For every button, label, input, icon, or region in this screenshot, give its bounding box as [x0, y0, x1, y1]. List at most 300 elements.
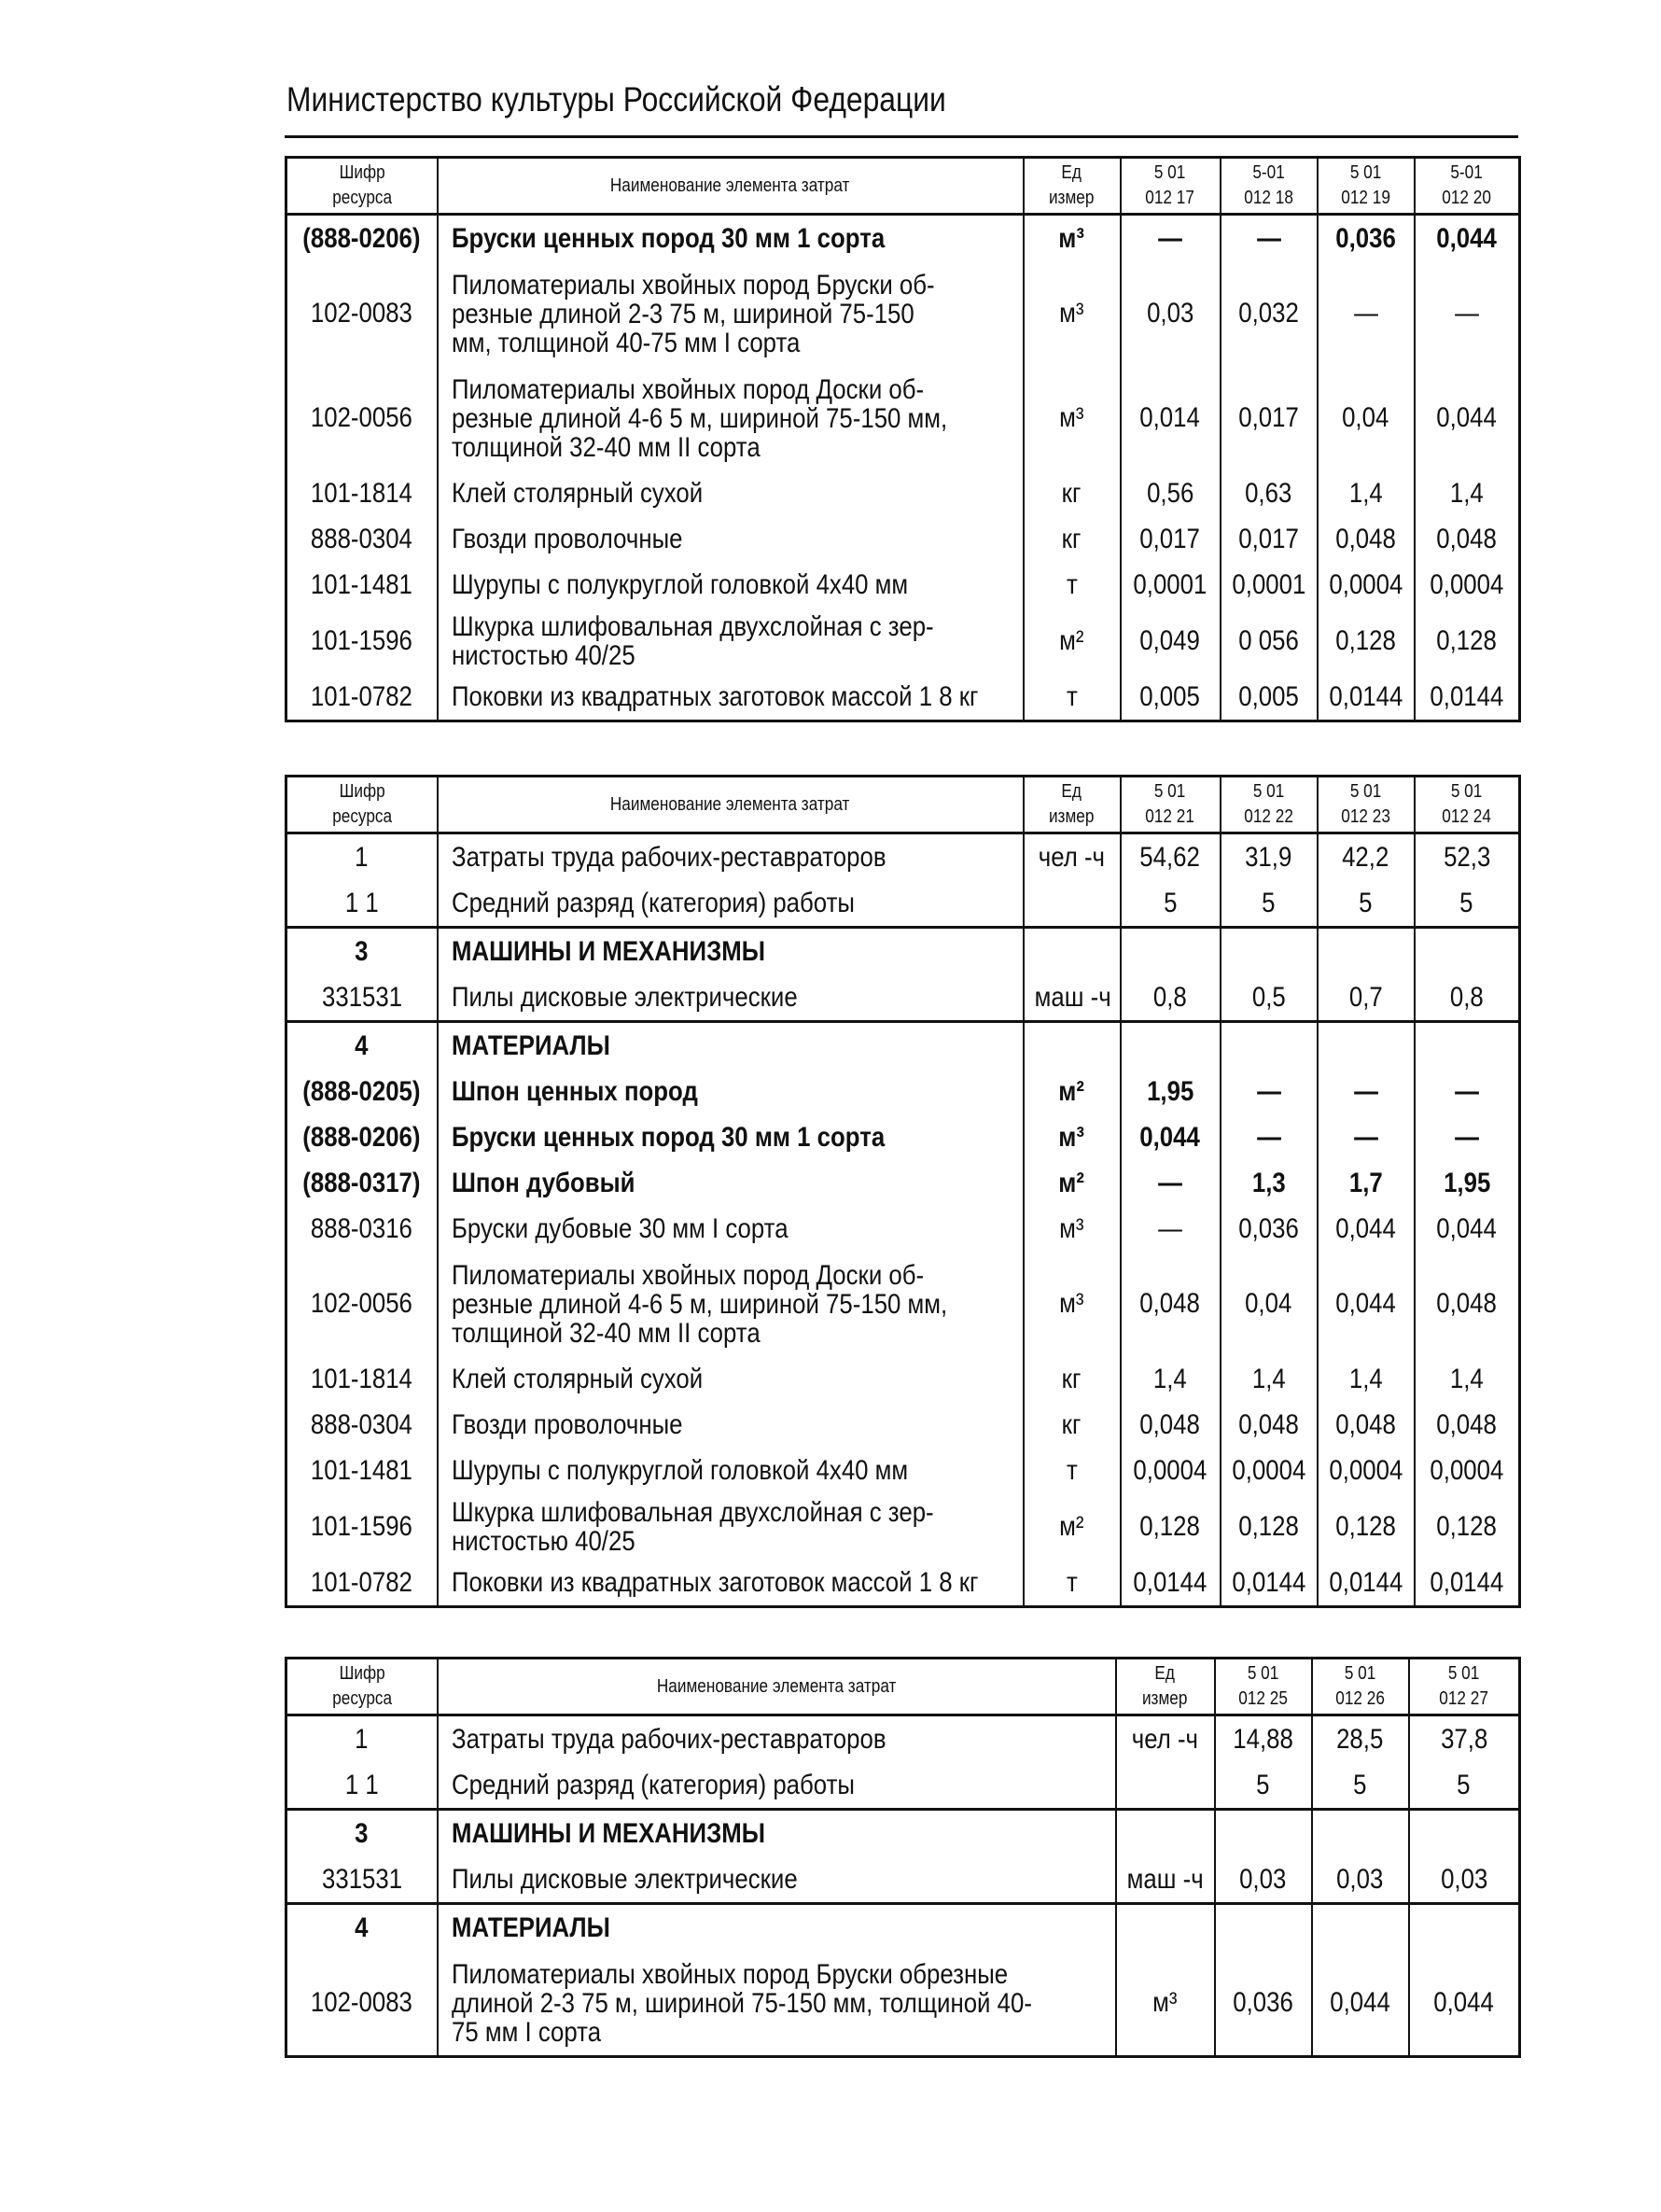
unit-cell — [1024, 1206, 1121, 1252]
value-cell-text: — — [1454, 1121, 1479, 1153]
value-cell — [1312, 1715, 1409, 1763]
unit-cell-text: м² — [1059, 1510, 1084, 1542]
value-cell-text: 31,9 — [1245, 841, 1292, 873]
value-cell — [1221, 1206, 1318, 1252]
value-cell-text: 0,03 — [1440, 1863, 1487, 1895]
cost-element-name-cell — [438, 1022, 1024, 1070]
value-cell-text: 0,128 — [1436, 624, 1498, 656]
value-cell-text: 5 — [1163, 887, 1178, 918]
value-cell — [1221, 1493, 1318, 1560]
value-cell — [1221, 366, 1318, 470]
cost-element-name-cell — [438, 1356, 1024, 1402]
unit-cell-text: м³ — [1059, 402, 1084, 433]
value-cell — [1318, 928, 1415, 975]
unit-cell — [1024, 1252, 1121, 1356]
resource-code-cell-text: 101-1596 — [311, 624, 413, 656]
unit-cell — [1024, 608, 1121, 674]
value-cell — [1415, 1493, 1520, 1560]
value-cell — [1415, 880, 1520, 928]
unit-cell — [1024, 470, 1121, 516]
header-code-text: Шифр ресурса — [331, 162, 392, 208]
value-cell-text: 0,0004 — [1133, 1454, 1207, 1486]
table-row — [286, 366, 1520, 470]
cost-element-name-cell-text: Пилы дисковые электрические — [451, 1864, 798, 1895]
unit-cell — [1116, 1810, 1215, 1857]
unit-cell — [1024, 1160, 1121, 1206]
cost-element-name-cell-text: Бруски ценных пород 30 мм 1 сорта — [451, 1122, 885, 1153]
resource-code-cell-text: (888-0205) — [302, 1075, 421, 1107]
cost-element-name-cell-text: Клей столярный сухой — [451, 478, 703, 509]
cost-element-name-cell — [438, 833, 1024, 881]
table-row — [286, 1252, 1520, 1356]
resource-code-cell-text: 101-1481 — [311, 1454, 413, 1486]
value-cell-text: 5 — [1359, 887, 1373, 918]
cost-element-name-cell-text: Гвозди проволочные — [451, 524, 682, 554]
value-cell-text: 5 — [1256, 1769, 1270, 1800]
value-cell-text: 0,044 — [1433, 1987, 1495, 2018]
value-cell — [1121, 1022, 1221, 1070]
value-cell — [1221, 1356, 1318, 1402]
unit-cell-text: т — [1066, 1454, 1078, 1486]
resource-code-cell — [286, 880, 438, 928]
unit-cell-text: чел -ч — [1131, 1723, 1199, 1755]
value-cell-text: 1,4 — [1251, 1363, 1286, 1394]
value-cell-text: 5 — [1459, 887, 1473, 918]
unit-cell — [1024, 674, 1121, 721]
resource-code-cell-text: 101-1481 — [311, 568, 413, 600]
value-cell-text: — — [1158, 222, 1182, 254]
resource-table-2 — [285, 775, 1521, 1608]
cost-element-name-cell-text: Клей столярный сухой — [451, 1364, 703, 1394]
header-norm-code-text: 5 01 012 21 — [1145, 781, 1195, 827]
cost-element-name-cell — [438, 1715, 1116, 1763]
unit-cell — [1024, 1114, 1121, 1160]
value-cell — [1221, 1069, 1318, 1114]
cost-element-name-cell — [438, 1114, 1024, 1160]
table-row — [286, 928, 1520, 975]
value-cell — [1121, 1356, 1221, 1402]
unit-cell-text: кг — [1062, 477, 1082, 509]
resource-code-cell-text: 331531 — [321, 1863, 402, 1895]
value-cell-text: 0,048 — [1139, 1288, 1201, 1319]
header-norm-code-text: 5-01 012 20 — [1442, 162, 1492, 208]
value-cell — [1415, 928, 1520, 975]
value-cell — [1318, 1493, 1415, 1560]
resource-code-cell-text: 101-0782 — [311, 1566, 413, 1598]
value-cell — [1415, 1356, 1520, 1402]
value-cell-text: 0,044 — [1139, 1121, 1201, 1153]
cost-element-name-cell-text: Бруски ценных пород 30 мм 1 сорта — [451, 223, 885, 254]
unit-cell — [1116, 1715, 1215, 1763]
header-unit-text: Ед измер — [1142, 1663, 1188, 1709]
unit-cell — [1024, 1356, 1121, 1402]
value-cell — [1318, 1022, 1415, 1070]
value-cell — [1221, 1560, 1318, 1607]
value-cell-text: 42,2 — [1342, 841, 1389, 873]
value-cell — [1121, 880, 1221, 928]
value-cell — [1312, 1904, 1409, 1952]
header-norm-code — [1318, 158, 1415, 215]
resource-code-cell-text: 102-0056 — [311, 1288, 413, 1319]
value-cell — [1221, 1114, 1318, 1160]
value-cell — [1415, 562, 1520, 608]
cost-element-name-cell-text: Средний разряд (категория) работы — [451, 1770, 855, 1800]
resource-code-cell-text: 1 — [355, 1723, 369, 1755]
value-cell — [1221, 516, 1318, 562]
header-unit-text: Ед измер — [1049, 781, 1095, 827]
unit-cell-text: м³ — [1059, 1288, 1084, 1319]
cost-element-name-cell — [438, 1160, 1024, 1206]
resource-code-cell — [286, 1715, 438, 1763]
value-cell-text: 0,04 — [1342, 402, 1389, 433]
resource-code-cell-text: 101-1814 — [311, 1363, 413, 1394]
unit-cell-text: кг — [1062, 523, 1082, 554]
cost-element-name-cell — [438, 608, 1024, 674]
value-cell-text: 0,048 — [1436, 1408, 1498, 1440]
cost-element-name-cell-text: Средний разряд (категория) работы — [451, 888, 855, 918]
value-cell — [1121, 1114, 1221, 1160]
unit-cell-text: м² — [1059, 624, 1084, 656]
value-cell — [1318, 1560, 1415, 1607]
unit-cell — [1024, 880, 1121, 928]
value-cell-text: 0,032 — [1238, 298, 1299, 329]
value-cell-text: — — [1353, 1121, 1378, 1153]
value-cell — [1415, 215, 1520, 262]
cost-element-name-cell-text: Шурупы с полукруглой головкой 4х40 мм — [451, 569, 908, 600]
unit-cell-text: т — [1066, 1566, 1078, 1598]
cost-element-name-cell-text: Шпон дубовый — [451, 1168, 635, 1198]
value-cell — [1221, 674, 1318, 721]
cost-element-name-cell — [438, 366, 1024, 470]
value-cell-text: 5 — [1262, 887, 1276, 918]
header-norm-code — [1221, 777, 1318, 833]
value-cell-text: 0,044 — [1335, 1288, 1396, 1319]
value-cell-text: 0,017 — [1238, 402, 1299, 433]
cost-element-name-cell-text: Шурупы с полукруглой головкой 4х40 мм — [451, 1455, 908, 1486]
value-cell — [1221, 562, 1318, 608]
value-cell-text: 0,128 — [1335, 624, 1396, 656]
value-cell — [1121, 1493, 1221, 1560]
value-cell-text: 0,63 — [1245, 477, 1292, 509]
value-cell-text: — — [1158, 1212, 1182, 1244]
unit-cell-text: т — [1066, 568, 1078, 600]
table-row — [286, 1160, 1520, 1206]
header-norm-code-text: 5 01 012 22 — [1244, 781, 1293, 827]
table-row — [286, 261, 1520, 366]
header-name — [438, 777, 1024, 833]
value-cell-text: 5 — [1353, 1769, 1367, 1800]
cost-element-name-cell — [438, 974, 1024, 1022]
cost-element-name-cell — [438, 674, 1024, 721]
value-cell — [1415, 1069, 1520, 1114]
value-cell-text: 0,044 — [1436, 1212, 1498, 1244]
value-cell-text: 0,0144 — [1430, 1566, 1504, 1598]
value-cell — [1121, 1160, 1221, 1206]
value-cell — [1318, 674, 1415, 721]
value-cell — [1215, 1951, 1312, 2057]
value-cell-text: 0,0004 — [1232, 1454, 1305, 1486]
value-cell — [1415, 674, 1520, 721]
value-cell-text: — — [1256, 1121, 1281, 1153]
value-cell-text: 0,005 — [1238, 680, 1299, 712]
value-cell — [1312, 1856, 1409, 1904]
value-cell — [1318, 833, 1415, 881]
value-cell-text: 0,048 — [1436, 523, 1498, 554]
value-cell — [1221, 928, 1318, 975]
table-row — [286, 1402, 1520, 1448]
resource-code-cell — [286, 1402, 438, 1448]
value-cell-text: 0,036 — [1238, 1212, 1299, 1244]
unit-cell-text: м³ — [1059, 298, 1084, 329]
value-cell — [1318, 880, 1415, 928]
value-cell — [1415, 1206, 1520, 1252]
unit-cell-text: м³ — [1058, 222, 1085, 254]
header-code — [286, 777, 438, 833]
cost-element-name-cell-text: Пиломатериалы хвойных пород Доски об- резные длиной 4-6 5 м, шириной 75-150 мм, толщиной 32-40 мм II сорта — [451, 373, 947, 463]
table-row — [286, 674, 1520, 721]
cost-element-name-cell-text: Поковки из квадратных заготовок массой 1 8 кг — [451, 681, 978, 712]
value-cell — [1121, 674, 1221, 721]
value-cell-text: 0,049 — [1139, 624, 1201, 656]
cost-element-name-cell-text: Пилы дисковые электрические — [451, 982, 798, 1013]
unit-cell — [1024, 833, 1121, 881]
header-norm-code-text: 5 01 012 24 — [1442, 781, 1492, 827]
unit-cell — [1024, 928, 1121, 975]
resource-code-cell-text: 4 — [355, 1029, 369, 1061]
header-unit — [1024, 158, 1121, 215]
unit-cell — [1024, 1069, 1121, 1114]
unit-cell — [1116, 1762, 1215, 1810]
value-cell-text: — — [1256, 1075, 1281, 1107]
cost-element-name-cell-text: Гвозди проволочные — [451, 1409, 682, 1440]
value-cell-text: 0,56 — [1146, 477, 1194, 509]
resource-code-cell-text: 101-1814 — [311, 477, 413, 509]
table-row — [286, 880, 1520, 928]
value-cell — [1415, 974, 1520, 1022]
cost-element-name-cell — [438, 1560, 1024, 1607]
unit-cell — [1024, 1560, 1121, 1607]
value-cell — [1415, 366, 1520, 470]
header-name — [438, 158, 1024, 215]
value-cell — [1318, 1114, 1415, 1160]
resource-code-cell-text: 331531 — [321, 981, 402, 1013]
table-row — [286, 1715, 1520, 1763]
cost-element-name-cell — [438, 928, 1024, 975]
resource-code-cell — [286, 1762, 438, 1810]
value-cell — [1221, 1252, 1318, 1356]
table-row — [286, 1114, 1520, 1160]
table-header-row — [286, 158, 1520, 215]
cost-element-name-cell — [438, 1069, 1024, 1114]
unit-cell-text: маш -ч — [1126, 1863, 1204, 1895]
header-code — [286, 158, 438, 215]
value-cell — [1318, 608, 1415, 674]
table-row — [286, 1762, 1520, 1810]
value-cell-text: 1,4 — [1348, 1363, 1383, 1394]
cost-element-name-cell — [438, 1252, 1024, 1356]
resource-code-cell — [286, 1951, 438, 2057]
value-cell-text: 0,044 — [1436, 222, 1498, 254]
header-unit — [1024, 777, 1121, 833]
table-header-row — [286, 1659, 1520, 1715]
resource-code-cell-text: 888-0316 — [311, 1212, 413, 1244]
value-cell — [1221, 880, 1318, 928]
table-row — [286, 470, 1520, 516]
header-norm-code-text: 5-01 012 18 — [1244, 162, 1293, 208]
resource-code-cell — [286, 1252, 438, 1356]
unit-cell-text: м² — [1058, 1167, 1085, 1198]
cost-element-name-cell — [438, 1904, 1116, 1952]
resource-table-3 — [285, 1657, 1521, 2058]
value-cell-text: 0,0004 — [1329, 1454, 1403, 1486]
resource-code-cell-text: 1 — [355, 841, 369, 873]
value-cell — [1121, 215, 1221, 262]
value-cell — [1318, 215, 1415, 262]
value-cell — [1318, 1160, 1415, 1206]
cost-element-name-cell — [438, 1402, 1024, 1448]
value-cell — [1121, 1560, 1221, 1607]
value-cell-text: — — [1353, 298, 1378, 329]
header-norm-code — [1215, 1659, 1312, 1715]
title-rule — [285, 135, 1518, 138]
cost-element-name-cell-text: Затраты труда рабочих-реставраторов — [451, 842, 886, 873]
resource-code-cell — [286, 1022, 438, 1070]
value-cell — [1415, 1252, 1520, 1356]
value-cell-text: 0,0004 — [1430, 1454, 1504, 1486]
header-code — [286, 1659, 438, 1715]
value-cell-text: 0,8 — [1153, 981, 1187, 1013]
header-norm-code — [1415, 777, 1520, 833]
table-row — [286, 1493, 1520, 1560]
resource-table-1 — [285, 156, 1521, 722]
header-norm-code-text: 5 01 012 19 — [1341, 162, 1390, 208]
cost-element-name-cell — [438, 1762, 1116, 1810]
cost-element-name-cell-text: Пиломатериалы хвойных пород Бруски обрезные длиной 2-3 75 м, шириной 75-150 мм, толщиной 40- 75 мм I сорта — [451, 1958, 1032, 2048]
value-cell-text: 0,0144 — [1329, 680, 1403, 712]
cost-element-name-cell — [438, 215, 1024, 262]
value-cell-text: 0,0004 — [1430, 568, 1504, 600]
value-cell — [1121, 1069, 1221, 1114]
value-cell-text: 0,005 — [1139, 680, 1201, 712]
value-cell-text: 0,0144 — [1430, 680, 1504, 712]
resource-code-cell-text: 101-0782 — [311, 680, 413, 712]
value-cell-text: 0,048 — [1335, 1408, 1396, 1440]
value-cell — [1409, 1810, 1520, 1857]
unit-cell-text: м³ — [1058, 1121, 1085, 1153]
value-cell-text: — — [1454, 1075, 1479, 1107]
value-cell — [1318, 1206, 1415, 1252]
header-name — [438, 1659, 1116, 1715]
value-cell — [1318, 1448, 1415, 1493]
value-cell — [1409, 1904, 1520, 1952]
value-cell — [1312, 1951, 1409, 2057]
resource-code-cell-text: 888-0304 — [311, 523, 413, 554]
value-cell — [1121, 928, 1221, 975]
value-cell — [1215, 1904, 1312, 1952]
cost-element-name-cell-text: Шкурка шлифовальная двухслойная с зер- нистостью 40/25 — [451, 610, 934, 671]
value-cell-text: — — [1353, 1075, 1378, 1107]
value-cell — [1409, 1762, 1520, 1810]
resource-code-cell-text: 102-0083 — [311, 298, 413, 329]
resource-code-cell — [286, 1448, 438, 1493]
unit-cell-text: т — [1066, 680, 1078, 712]
value-cell-text: 0,128 — [1139, 1510, 1201, 1542]
table-row — [286, 1356, 1520, 1402]
value-cell-text: 0,03 — [1336, 1863, 1384, 1895]
resource-code-cell-text: 101-1596 — [311, 1510, 413, 1542]
unit-cell — [1024, 1493, 1121, 1560]
table-row — [286, 1951, 1520, 2057]
cost-element-name-cell — [438, 880, 1024, 928]
value-cell — [1415, 1448, 1520, 1493]
value-cell-text: 0,03 — [1146, 298, 1194, 329]
resource-code-cell-text: 1 1 — [344, 1769, 379, 1800]
value-cell-text: 0,0001 — [1232, 568, 1305, 600]
unit-cell-text: м² — [1058, 1075, 1085, 1107]
cost-element-name-cell-text: Шпон ценных пород — [451, 1076, 698, 1107]
value-cell-text: 0,128 — [1436, 1510, 1498, 1542]
cost-element-name-cell-text: Затраты труда рабочих-реставраторов — [451, 1724, 886, 1755]
value-cell-text: 1,95 — [1443, 1167, 1490, 1198]
header-norm-code — [1121, 158, 1221, 215]
value-cell — [1121, 470, 1221, 516]
resource-code-cell-text: (888-0317) — [302, 1167, 421, 1198]
value-cell — [1221, 1402, 1318, 1448]
value-cell-text: 0,8 — [1449, 981, 1484, 1013]
value-cell-text: 14,88 — [1233, 1723, 1293, 1755]
resource-code-cell — [286, 1493, 438, 1560]
header-name-text: Наименование элемента затрат — [610, 793, 850, 815]
cost-element-name-cell-text: МАШИНЫ И МЕХАНИЗМЫ — [451, 936, 765, 967]
unit-cell — [1116, 1856, 1215, 1904]
value-cell-text: 0,0001 — [1133, 568, 1207, 600]
value-cell — [1318, 1069, 1415, 1114]
page-title: Министерство культуры Российской Федерации — [286, 80, 946, 119]
resource-code-cell — [286, 366, 438, 470]
value-cell — [1409, 1951, 1520, 2057]
value-cell — [1409, 1856, 1520, 1904]
value-cell — [1415, 1402, 1520, 1448]
value-cell — [1121, 516, 1221, 562]
resource-code-cell-text: (888-0206) — [302, 222, 421, 254]
value-cell — [1221, 1160, 1318, 1206]
unit-cell-text: м³ — [1059, 1212, 1084, 1244]
value-cell — [1121, 1206, 1221, 1252]
value-cell-text: 1,4 — [1449, 477, 1484, 509]
header-norm-code — [1312, 1659, 1409, 1715]
resource-code-cell — [286, 608, 438, 674]
resource-code-cell — [286, 470, 438, 516]
value-cell — [1318, 366, 1415, 470]
header-norm-code — [1121, 777, 1221, 833]
value-cell-text: 1,3 — [1251, 1167, 1286, 1198]
value-cell-text: 0,0144 — [1232, 1566, 1305, 1598]
resource-code-cell-text: (888-0206) — [302, 1121, 421, 1153]
value-cell — [1121, 608, 1221, 674]
cost-element-name-cell-text: Пиломатериалы хвойных пород Доски об- резные длиной 4-6 5 м, шириной 75-150 мм, толщиной 32-40 мм II сорта — [451, 1259, 947, 1349]
resource-code-cell — [286, 928, 438, 975]
unit-cell — [1116, 1904, 1215, 1952]
resource-code-cell — [286, 1810, 438, 1857]
cost-element-name-cell-text: Шкурка шлифовальная двухслойная с зер- нистостью 40/25 — [451, 1496, 934, 1557]
resource-code-cell-text: 3 — [355, 1817, 369, 1849]
table-row — [286, 1206, 1520, 1252]
header-name-text: Наименование элемента затрат — [656, 1675, 897, 1697]
value-cell — [1121, 833, 1221, 881]
table-row — [286, 833, 1520, 881]
table-row — [286, 1856, 1520, 1904]
value-cell — [1121, 974, 1221, 1022]
